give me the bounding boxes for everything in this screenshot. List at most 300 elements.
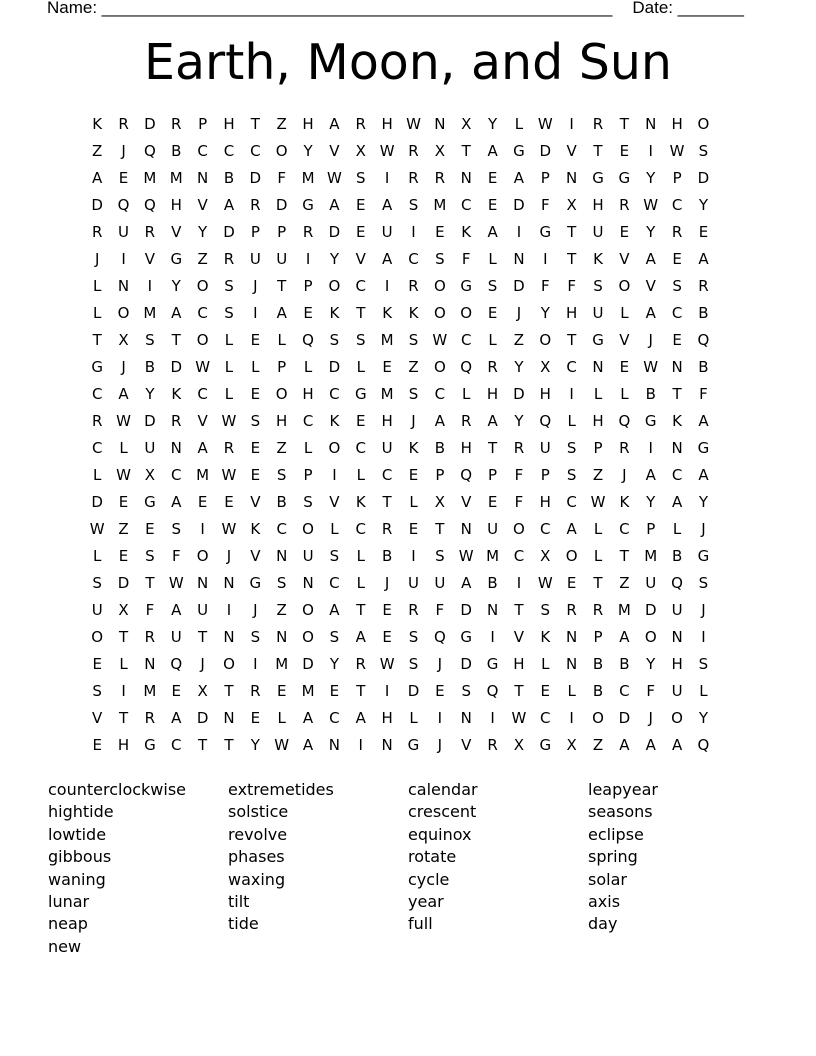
grid-letter[interactable]: K xyxy=(382,304,393,322)
grid-letter[interactable]: L xyxy=(93,547,102,565)
grid-letter[interactable]: Y xyxy=(698,493,709,511)
grid-letter[interactable]: F xyxy=(435,601,445,619)
grid-letter[interactable]: B xyxy=(487,574,498,592)
grid-letter[interactable]: B xyxy=(698,304,709,322)
grid-letter[interactable]: Q xyxy=(671,574,683,592)
grid-letter[interactable]: G xyxy=(170,250,183,268)
grid-letter[interactable]: M xyxy=(433,196,447,214)
grid-letter[interactable]: M xyxy=(169,169,183,187)
grid-letter[interactable]: O xyxy=(644,628,657,646)
grid-letter[interactable]: S xyxy=(593,277,603,295)
grid-letter[interactable]: Y xyxy=(145,385,155,403)
grid-letter[interactable]: O xyxy=(196,331,209,349)
grid-letter[interactable]: A xyxy=(698,250,709,268)
grid-letter[interactable]: A xyxy=(302,736,314,754)
grid-letter[interactable]: E xyxy=(92,736,102,754)
grid-letter[interactable]: G xyxy=(460,628,473,646)
grid-letter[interactable]: G xyxy=(407,736,420,754)
grid-letter[interactable]: I xyxy=(516,574,522,592)
grid-letter[interactable]: G xyxy=(697,439,710,457)
grid-letter[interactable]: T xyxy=(382,493,392,511)
grid-letter[interactable]: A xyxy=(329,115,340,133)
grid-letter[interactable]: W xyxy=(537,574,553,592)
grid-letter[interactable]: W xyxy=(221,412,237,430)
grid-letter[interactable]: Y xyxy=(250,736,260,754)
grid-letter[interactable]: V xyxy=(144,250,156,268)
grid-letter[interactable]: B xyxy=(276,493,287,511)
grid-letter[interactable]: Q xyxy=(486,682,499,700)
grid-letter[interactable]: V xyxy=(92,709,103,727)
grid-letter[interactable]: I xyxy=(384,682,390,700)
grid-letter[interactable]: I xyxy=(121,682,126,700)
grid-letter[interactable]: L xyxy=(593,520,603,538)
grid-letter[interactable]: J xyxy=(226,547,232,565)
grid-letter[interactable]: N xyxy=(566,628,578,646)
grid-letter[interactable]: H xyxy=(592,412,604,430)
grid-letter[interactable]: U xyxy=(197,601,209,619)
grid-letter[interactable]: A xyxy=(619,628,630,646)
grid-letter[interactable]: X xyxy=(461,115,472,133)
grid-letter[interactable]: U xyxy=(434,574,446,592)
grid-letter[interactable]: A xyxy=(382,250,393,268)
grid-letter[interactable]: C xyxy=(91,439,103,457)
grid-letter[interactable]: E xyxy=(250,331,261,349)
grid-letter[interactable]: C xyxy=(329,574,340,592)
grid-letter[interactable]: H xyxy=(302,115,314,133)
grid-letter[interactable]: N xyxy=(276,628,288,646)
grid-letter[interactable]: N xyxy=(460,520,472,538)
grid-letter[interactable]: L xyxy=(119,655,128,673)
grid-letter[interactable]: E xyxy=(250,439,261,457)
grid-letter[interactable]: T xyxy=(224,682,234,700)
grid-letter[interactable]: A xyxy=(698,412,709,430)
grid-letter[interactable]: R xyxy=(619,439,630,457)
grid-letter[interactable]: T xyxy=(356,601,366,619)
grid-letter[interactable]: L xyxy=(303,358,313,376)
grid-letter[interactable]: S xyxy=(224,304,234,322)
grid-letter[interactable]: Q xyxy=(143,196,156,214)
grid-letter[interactable]: C xyxy=(671,466,683,484)
grid-letter[interactable]: K xyxy=(619,493,630,511)
grid-letter[interactable]: O xyxy=(223,655,235,673)
grid-letter[interactable]: G xyxy=(539,223,552,241)
grid-letter[interactable]: R xyxy=(434,169,446,187)
grid-letter[interactable]: S xyxy=(408,385,419,403)
grid-letter[interactable]: D xyxy=(144,412,156,430)
grid-letter[interactable]: L xyxy=(409,493,418,511)
grid-letter[interactable]: A xyxy=(171,709,182,727)
grid-letter[interactable]: D xyxy=(91,196,103,214)
grid-letter[interactable]: A xyxy=(487,412,498,430)
grid-letter[interactable]: C xyxy=(619,682,630,700)
grid-letter[interactable]: A xyxy=(171,304,182,322)
grid-letter[interactable]: L xyxy=(620,304,629,322)
grid-letter[interactable]: E xyxy=(672,250,682,268)
grid-letter[interactable]: E xyxy=(619,223,630,241)
grid-letter[interactable]: T xyxy=(567,250,577,268)
grid-letter[interactable]: Y xyxy=(646,169,656,187)
grid-letter[interactable]: C xyxy=(460,331,472,349)
grid-letter[interactable]: I xyxy=(648,439,653,457)
grid-letter[interactable]: N xyxy=(592,358,604,376)
grid-letter[interactable]: I xyxy=(384,277,390,295)
grid-letter[interactable]: Q xyxy=(460,358,473,376)
grid-letter[interactable]: D xyxy=(460,655,472,673)
grid-letter[interactable]: L xyxy=(356,574,365,592)
grid-letter[interactable]: W xyxy=(643,358,659,376)
grid-letter[interactable]: T xyxy=(593,574,603,592)
grid-letter[interactable]: Z xyxy=(513,331,525,349)
grid-letter[interactable]: T xyxy=(514,601,524,619)
grid-letter[interactable]: S xyxy=(145,547,155,565)
date-blank[interactable]: _______ xyxy=(677,0,744,17)
grid-letter[interactable]: D xyxy=(302,655,314,673)
grid-letter[interactable]: T xyxy=(356,304,366,322)
grid-letter[interactable]: E xyxy=(118,169,129,187)
grid-letter[interactable]: A xyxy=(329,601,340,619)
grid-letter[interactable]: R xyxy=(144,709,156,727)
grid-letter[interactable]: S xyxy=(566,439,577,457)
grid-letter[interactable]: C xyxy=(460,196,472,214)
grid-letter[interactable]: A xyxy=(276,304,287,322)
grid-letter[interactable]: L xyxy=(672,520,682,538)
grid-letter[interactable]: H xyxy=(381,412,393,430)
grid-letter[interactable]: G xyxy=(144,493,156,511)
grid-letter[interactable]: X xyxy=(513,736,525,754)
grid-letter[interactable]: V xyxy=(355,250,366,268)
grid-letter[interactable]: E xyxy=(487,493,498,511)
grid-letter[interactable]: O xyxy=(328,277,341,295)
grid-letter[interactable]: E xyxy=(250,709,261,727)
grid-letter[interactable]: C xyxy=(250,142,261,160)
grid-letter[interactable]: T xyxy=(672,385,682,403)
grid-letter[interactable]: H xyxy=(671,655,683,673)
grid-letter[interactable]: T xyxy=(198,736,208,754)
grid-letter[interactable]: L xyxy=(93,466,102,484)
grid-letter[interactable]: E xyxy=(566,574,577,592)
grid-letter[interactable]: O xyxy=(328,439,341,457)
grid-letter[interactable]: E xyxy=(698,223,709,241)
grid-letter[interactable]: N xyxy=(486,601,499,619)
grid-letter[interactable]: A xyxy=(355,628,366,646)
grid-letter[interactable]: W xyxy=(432,331,448,349)
grid-letter[interactable]: B xyxy=(434,439,445,457)
grid-letter[interactable]: S xyxy=(329,331,340,349)
grid-letter[interactable]: P xyxy=(540,169,550,187)
grid-letter[interactable]: C xyxy=(671,196,683,214)
grid-letter[interactable]: T xyxy=(118,709,129,727)
grid-letter[interactable]: U xyxy=(408,574,419,592)
grid-letter[interactable]: A xyxy=(329,196,340,214)
grid-letter[interactable]: O xyxy=(460,304,473,322)
grid-letter[interactable]: M xyxy=(143,304,157,322)
grid-letter[interactable]: G xyxy=(592,331,604,349)
grid-letter[interactable]: I xyxy=(490,628,495,646)
grid-letter[interactable]: J xyxy=(411,412,416,430)
grid-letter[interactable]: L xyxy=(224,331,234,349)
grid-letter[interactable]: S xyxy=(566,466,577,484)
grid-letter[interactable]: L xyxy=(277,331,286,349)
grid-letter[interactable]: W xyxy=(221,520,237,538)
grid-letter[interactable]: S xyxy=(92,682,102,700)
grid-letter[interactable]: I xyxy=(569,385,574,403)
grid-letter[interactable]: V xyxy=(329,142,340,160)
grid-letter[interactable]: X xyxy=(118,601,129,619)
grid-letter[interactable]: U xyxy=(170,628,182,646)
grid-letter[interactable]: I xyxy=(358,736,363,754)
grid-letter[interactable]: R xyxy=(592,601,604,619)
grid-letter[interactable]: P xyxy=(672,169,682,187)
grid-letter[interactable]: U xyxy=(671,601,683,619)
grid-letter[interactable]: W xyxy=(406,115,421,133)
grid-letter[interactable]: Q xyxy=(539,412,552,430)
grid-letter[interactable]: E xyxy=(224,493,234,511)
grid-letter[interactable]: P xyxy=(540,466,550,484)
grid-letter[interactable]: D xyxy=(249,169,262,187)
grid-letter[interactable]: W xyxy=(511,709,527,727)
grid-letter[interactable]: Y xyxy=(646,493,656,511)
grid-letter[interactable]: V xyxy=(171,223,182,241)
grid-letter[interactable]: A xyxy=(513,169,525,187)
grid-letter[interactable]: E xyxy=(329,682,340,700)
grid-letter[interactable]: X xyxy=(434,493,445,511)
grid-letter[interactable]: G xyxy=(539,736,552,754)
grid-letter[interactable]: T xyxy=(619,115,629,133)
grid-letter[interactable]: A xyxy=(118,385,129,403)
grid-letter[interactable]: K xyxy=(171,385,182,403)
grid-letter[interactable]: N xyxy=(645,115,657,133)
grid-letter[interactable]: W xyxy=(537,115,553,133)
grid-letter[interactable]: A xyxy=(302,709,314,727)
grid-letter[interactable]: Z xyxy=(197,250,208,268)
grid-letter[interactable]: R xyxy=(698,277,709,295)
grid-letter[interactable]: M xyxy=(380,331,394,349)
grid-letter[interactable]: C xyxy=(566,493,577,511)
grid-letter[interactable]: Q xyxy=(618,412,631,430)
grid-letter[interactable]: A xyxy=(619,736,630,754)
grid-letter[interactable]: L xyxy=(224,385,234,403)
grid-letter[interactable]: Y xyxy=(646,655,656,673)
grid-letter[interactable]: W xyxy=(643,196,659,214)
grid-letter[interactable]: L xyxy=(699,682,708,700)
grid-letter[interactable]: E xyxy=(118,547,129,565)
grid-letter[interactable]: N xyxy=(671,358,683,376)
grid-letter[interactable]: M xyxy=(275,655,289,673)
grid-letter[interactable]: S xyxy=(276,466,287,484)
grid-letter[interactable]: C xyxy=(408,250,419,268)
grid-letter[interactable]: E xyxy=(92,655,102,673)
grid-letter[interactable]: R xyxy=(144,628,156,646)
grid-letter[interactable]: F xyxy=(567,277,576,295)
grid-letter[interactable]: D xyxy=(513,277,525,295)
grid-letter[interactable]: S xyxy=(329,628,340,646)
grid-letter[interactable]: L xyxy=(488,250,497,268)
grid-letter[interactable]: O xyxy=(433,358,446,376)
grid-letter[interactable]: T xyxy=(567,223,577,241)
grid-letter[interactable]: A xyxy=(223,196,235,214)
grid-letter[interactable]: X xyxy=(355,142,366,160)
grid-letter[interactable]: R xyxy=(302,223,314,241)
grid-letter[interactable]: S xyxy=(250,628,261,646)
grid-letter[interactable]: J xyxy=(384,574,390,592)
grid-letter[interactable]: H xyxy=(513,655,525,673)
grid-letter[interactable]: O xyxy=(302,628,314,646)
grid-letter[interactable]: E xyxy=(382,601,392,619)
grid-letter[interactable]: K xyxy=(329,412,340,430)
grid-letter[interactable]: O xyxy=(275,385,288,403)
grid-letter[interactable]: U xyxy=(671,682,683,700)
grid-letter[interactable]: G xyxy=(249,574,262,592)
grid-letter[interactable]: Q xyxy=(697,736,710,754)
grid-letter[interactable]: J xyxy=(121,358,126,376)
grid-letter[interactable]: W xyxy=(379,142,395,160)
grid-letter[interactable]: I xyxy=(305,250,311,268)
grid-letter[interactable]: P xyxy=(277,223,287,241)
grid-letter[interactable]: J xyxy=(648,709,653,727)
grid-letter[interactable]: S xyxy=(145,331,155,349)
grid-letter[interactable]: R xyxy=(355,655,366,673)
grid-letter[interactable]: E xyxy=(303,304,313,322)
grid-letter[interactable]: H xyxy=(302,385,314,403)
grid-letter[interactable]: Z xyxy=(619,574,630,592)
grid-letter[interactable]: A xyxy=(645,466,656,484)
grid-letter[interactable]: B xyxy=(592,655,604,673)
grid-letter[interactable]: D xyxy=(170,358,183,376)
grid-letter[interactable]: S xyxy=(276,574,287,592)
grid-letter[interactable]: C xyxy=(619,520,630,538)
grid-letter[interactable]: P xyxy=(250,223,260,241)
grid-letter[interactable]: A xyxy=(434,412,445,430)
grid-letter[interactable]: G xyxy=(460,277,473,295)
grid-letter[interactable]: U xyxy=(381,223,393,241)
grid-letter[interactable]: D xyxy=(460,601,472,619)
grid-letter[interactable]: S xyxy=(672,277,682,295)
grid-letter[interactable]: C xyxy=(355,520,367,538)
grid-letter[interactable]: S xyxy=(540,601,551,619)
grid-letter[interactable]: E xyxy=(487,304,498,322)
grid-letter[interactable]: V xyxy=(461,736,472,754)
grid-letter[interactable]: T xyxy=(567,331,577,349)
grid-letter[interactable]: W xyxy=(274,736,290,754)
grid-letter[interactable]: I xyxy=(147,277,153,295)
grid-letter[interactable]: G xyxy=(486,655,499,673)
grid-letter[interactable]: S xyxy=(698,142,709,160)
grid-letter[interactable]: S xyxy=(698,574,709,592)
grid-letter[interactable]: K xyxy=(461,223,472,241)
grid-letter[interactable]: X xyxy=(434,142,445,160)
grid-letter[interactable]: K xyxy=(672,412,682,430)
grid-letter[interactable]: C xyxy=(355,277,367,295)
grid-letter[interactable]: Q xyxy=(170,655,183,673)
grid-letter[interactable]: W xyxy=(669,142,685,160)
grid-letter[interactable]: D xyxy=(196,709,209,727)
grid-letter[interactable]: A xyxy=(171,601,182,619)
grid-letter[interactable]: I xyxy=(411,223,416,241)
grid-letter[interactable]: O xyxy=(697,115,710,133)
grid-letter[interactable]: T xyxy=(250,115,260,133)
grid-letter[interactable]: R xyxy=(408,169,419,187)
grid-letter[interactable]: E xyxy=(619,142,630,160)
grid-letter[interactable]: C xyxy=(513,547,525,565)
grid-letter[interactable]: D xyxy=(117,574,130,592)
grid-letter[interactable]: F xyxy=(145,601,155,619)
grid-letter[interactable]: L xyxy=(119,439,128,457)
grid-letter[interactable]: T xyxy=(356,682,366,700)
grid-letter[interactable]: Y xyxy=(329,250,339,268)
grid-letter[interactable]: Z xyxy=(276,439,287,457)
grid-letter[interactable]: S xyxy=(250,412,261,430)
grid-letter[interactable]: T xyxy=(224,736,234,754)
grid-letter[interactable]: W xyxy=(326,169,342,187)
grid-letter[interactable]: H xyxy=(486,385,499,403)
grid-letter[interactable]: F xyxy=(514,466,524,484)
grid-letter[interactable]: E xyxy=(118,493,129,511)
grid-letter[interactable]: L xyxy=(277,709,286,727)
grid-letter[interactable]: N xyxy=(671,628,683,646)
grid-letter[interactable]: V xyxy=(197,196,208,214)
grid-letter[interactable]: V xyxy=(645,277,656,295)
grid-letter[interactable]: Z xyxy=(276,601,287,619)
grid-letter[interactable]: V xyxy=(329,493,340,511)
grid-letter[interactable]: U xyxy=(592,223,604,241)
grid-letter[interactable]: I xyxy=(437,709,443,727)
grid-letter[interactable]: A xyxy=(698,466,709,484)
grid-letter[interactable]: F xyxy=(514,493,524,511)
grid-letter[interactable]: N xyxy=(197,574,209,592)
grid-letter[interactable]: B xyxy=(619,655,630,673)
grid-letter[interactable]: R xyxy=(223,439,235,457)
grid-letter[interactable]: E xyxy=(435,223,445,241)
grid-letter[interactable]: M xyxy=(301,169,315,187)
grid-letter[interactable]: T xyxy=(198,628,208,646)
grid-letter[interactable]: C xyxy=(171,736,182,754)
grid-letter[interactable]: B xyxy=(223,169,235,187)
grid-letter[interactable]: B xyxy=(698,358,709,376)
grid-letter[interactable]: F xyxy=(540,277,550,295)
grid-letter[interactable]: E xyxy=(250,385,261,403)
grid-letter[interactable]: L xyxy=(593,547,603,565)
grid-letter[interactable]: B xyxy=(592,682,604,700)
grid-letter[interactable]: S xyxy=(303,493,313,511)
grid-letter[interactable]: O xyxy=(302,601,314,619)
grid-letter[interactable]: T xyxy=(145,574,155,592)
grid-letter[interactable]: R xyxy=(487,736,498,754)
grid-letter[interactable]: B xyxy=(645,385,656,403)
grid-letter[interactable]: F xyxy=(171,547,181,565)
grid-letter[interactable]: Q xyxy=(143,142,156,160)
grid-letter[interactable]: P xyxy=(593,439,603,457)
grid-letter[interactable]: L xyxy=(541,655,550,673)
grid-letter[interactable]: N xyxy=(117,277,130,295)
grid-letter[interactable]: W xyxy=(590,493,606,511)
grid-letter[interactable]: V xyxy=(250,493,261,511)
grid-letter[interactable]: V xyxy=(619,250,630,268)
grid-letter[interactable]: I xyxy=(121,250,126,268)
grid-letter[interactable]: E xyxy=(408,466,419,484)
grid-letter[interactable]: E xyxy=(250,466,261,484)
grid-letter[interactable]: D xyxy=(513,196,525,214)
grid-letter[interactable]: Y xyxy=(514,412,524,430)
grid-letter[interactable]: U xyxy=(592,304,604,322)
grid-letter[interactable]: O xyxy=(539,331,552,349)
grid-letter[interactable]: G xyxy=(302,196,314,214)
grid-letter[interactable]: X xyxy=(540,358,551,376)
grid-letter[interactable]: R xyxy=(592,115,604,133)
grid-letter[interactable]: N xyxy=(671,439,683,457)
grid-letter[interactable]: Q xyxy=(460,466,473,484)
grid-letter[interactable]: O xyxy=(513,520,525,538)
grid-letter[interactable]: H xyxy=(671,115,683,133)
